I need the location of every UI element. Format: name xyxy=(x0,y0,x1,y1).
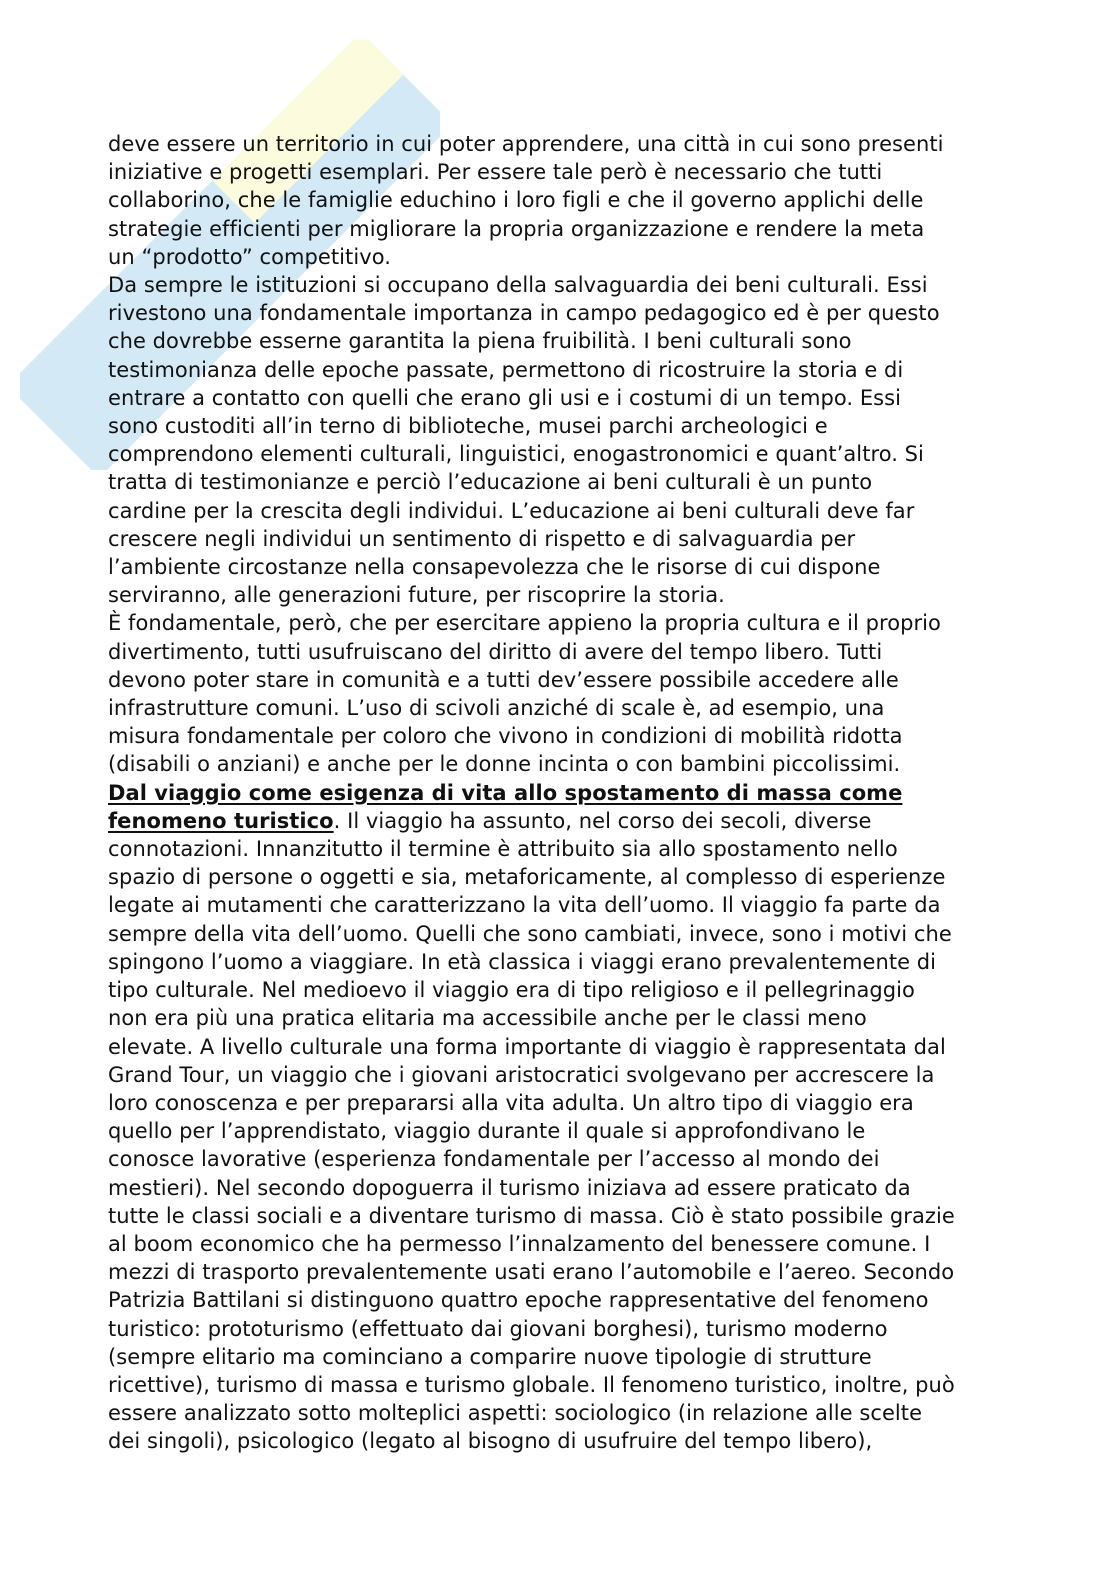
line-text: spingono l’uomo a viaggiare. In età classica i viaggi erano prevalentemente di xyxy=(108,949,937,974)
text-line xyxy=(108,158,1023,186)
text-line xyxy=(108,1286,1023,1314)
text-line xyxy=(108,779,1023,807)
line-text: rivestono una fondamentale importanza in campo pedagogico ed è per questo xyxy=(108,301,940,326)
line-text: (disabili o anziani) e anche per le donne incinta o con bambini piccolissimi. xyxy=(108,752,901,777)
line-text: crescere negli individui un sentimento di rispetto e di salvaguardia per xyxy=(108,526,856,551)
section-heading: Dal viaggio come esigenza di vita allo spostamento di massa come xyxy=(108,780,903,805)
text-line xyxy=(108,440,1023,468)
line-text: legate ai mutamenti che caratterizzano la vita dell’uomo. Il viaggio fa parte da xyxy=(108,893,941,918)
line-text: collaborino, che le famiglie educhino i loro figli e che il governo applichi delle xyxy=(108,188,924,213)
text-line xyxy=(108,863,1023,891)
line-text: ricettive), turismo di massa e turismo globale. Il fenomeno turistico, inoltre, può xyxy=(108,1372,955,1397)
line-text: serviranno, alle generazioni future, per riscoprire la storia. xyxy=(108,583,725,608)
text-line xyxy=(108,638,1023,666)
body-text xyxy=(108,130,1023,1456)
text-line xyxy=(108,976,1023,1004)
text-line xyxy=(108,525,1023,553)
text-line xyxy=(108,186,1023,214)
text-line xyxy=(108,1371,1023,1399)
line-text: essere analizzato sotto molteplici aspetti: sociologico (in relazione alle scelte xyxy=(108,1401,923,1426)
text-line xyxy=(108,468,1023,496)
text-line xyxy=(108,1117,1023,1145)
line-text: elevate. A livello culturale una forma importante di viaggio è rappresentata dal xyxy=(108,1034,946,1059)
text-line xyxy=(108,412,1023,440)
line-text: mestieri). Nel secondo dopoguerra il turismo iniziava ad essere praticato da xyxy=(108,1175,911,1200)
line-text: Da sempre le istituzioni si occupano della salvaguardia dei beni culturali. Essi xyxy=(108,273,928,298)
text-line xyxy=(108,666,1023,694)
line-text: Grand Tour, un viaggio che i giovani aristocratici svolgevano per accrescere la xyxy=(108,1062,935,1087)
text-line xyxy=(108,948,1023,976)
line-text: devono poter stare in comunità e a tutti dev’essere possibile accedere alle xyxy=(108,667,899,692)
text-line xyxy=(108,581,1023,609)
text-line xyxy=(108,553,1023,581)
text-line xyxy=(108,1202,1023,1230)
text-line xyxy=(108,384,1023,412)
text-line xyxy=(108,1033,1023,1061)
text-line xyxy=(108,299,1023,327)
text-line xyxy=(108,356,1023,384)
line-text: sono custoditi all’in terno di biblioteche, musei parchi archeologici e xyxy=(108,414,828,439)
line-text: non era più una pratica elitaria ma accessibile anche per le classi meno xyxy=(108,1006,867,1031)
text-line xyxy=(108,1004,1023,1032)
text-line xyxy=(108,1174,1023,1202)
text-line xyxy=(108,1427,1023,1455)
line-text: (sempre elitario ma cominciano a comparire nuove tipologie di strutture xyxy=(108,1344,872,1369)
line-text: spazio di persone o oggetti e sia, metaforicamente, al complesso di esperienze xyxy=(108,865,946,890)
line-text: l’ambiente circostanze nella consapevolezza che le risorse di cui dispone xyxy=(108,555,881,580)
text-line xyxy=(108,835,1023,863)
text-line xyxy=(108,1343,1023,1371)
line-text: dei singoli), psicologico (legato al bisogno di usufruire del tempo libero), xyxy=(108,1429,873,1454)
line-text: connotazioni. Innanzitutto il termine è attribuito sia allo spostamento nello xyxy=(108,837,898,862)
section-heading: fenomeno turistico xyxy=(108,808,334,833)
line-text: infrastrutture comuni. L’uso di scivoli anziché di scale è, ad esempio, una xyxy=(108,696,885,721)
text-line xyxy=(108,130,1023,158)
line-text: turistico: prototurismo (effettuato dai giovani borghesi), turismo moderno xyxy=(108,1316,888,1341)
line-text: al boom economico che ha permesso l’innalzamento del benessere comune. I xyxy=(108,1231,931,1256)
line-text: comprendono elementi culturali, linguistici, enogastronomici e quant’altro. Si xyxy=(108,442,924,467)
line-text: quello per l’apprendistato, viaggio durante il quale si approfondivano le xyxy=(108,1119,866,1144)
line-text: cardine per la crescita degli individui. L’educazione ai beni culturali deve far xyxy=(108,498,915,523)
text-line xyxy=(108,1315,1023,1343)
text-line xyxy=(108,497,1023,525)
text-line xyxy=(108,609,1023,637)
line-text: deve essere un territorio in cui poter apprendere, una città in cui sono presenti xyxy=(108,132,944,156)
text-line xyxy=(108,1089,1023,1117)
line-text: sempre della vita dell’uomo. Quelli che sono cambiati, invece, sono i motivi che xyxy=(108,921,952,946)
line-text: . Il viaggio ha assunto, nel corso dei secoli, diverse xyxy=(333,808,872,833)
text-line xyxy=(108,215,1023,243)
text-line xyxy=(108,891,1023,919)
text-line xyxy=(108,271,1023,299)
line-text: divertimento, tutti usufruiscano del diritto di avere del tempo libero. Tutti xyxy=(108,639,883,664)
text-line xyxy=(108,327,1023,355)
line-text: loro conoscenza e per prepararsi alla vita adulta. Un altro tipo di viaggio era xyxy=(108,1090,914,1115)
line-text: mezzi di trasporto prevalentemente usati erano l’automobile e l’aereo. Secondo xyxy=(108,1260,955,1285)
text-line xyxy=(108,1258,1023,1286)
line-text: strategie efficienti per migliorare la propria organizzazione e rendere la meta xyxy=(108,216,925,241)
line-text: tutte le classi sociali e a diventare turismo di massa. Ciò è stato possibile grazie xyxy=(108,1203,955,1228)
text-line xyxy=(108,243,1023,271)
line-text: iniziative e progetti esemplari. Per essere tale però è necessario che tutti xyxy=(108,160,883,185)
line-text: entrare a contatto con quelli che erano gli usi e i costumi di un tempo. Essi xyxy=(108,385,902,410)
line-text: tipo culturale. Nel medioevo il viaggio era di tipo religioso e il pellegrinaggio xyxy=(108,978,915,1003)
line-text: testimonianza delle epoche passate, permettono di ricostruire la storia e di xyxy=(108,357,904,382)
text-line xyxy=(108,920,1023,948)
line-text: conosce lavorative (esperienza fondamentale per l’accesso al mondo dei xyxy=(108,1147,880,1172)
text-line xyxy=(108,1061,1023,1089)
text-line xyxy=(108,1145,1023,1173)
line-text: È fondamentale, però, che per esercitare appieno la propria cultura e il proprio xyxy=(108,611,941,636)
line-text: che dovrebbe esserne garantita la piena fruibilità. I beni culturali sono xyxy=(108,329,852,354)
text-line xyxy=(108,1399,1023,1427)
text-line xyxy=(108,750,1023,778)
text-line xyxy=(108,1230,1023,1258)
line-text: un “prodotto” competitivo. xyxy=(108,244,391,269)
line-text: Patrizia Battilani si distinguono quattro epoche rappresentative del fenomeno xyxy=(108,1288,929,1313)
text-line xyxy=(108,807,1023,835)
text-line xyxy=(108,722,1023,750)
text-line xyxy=(108,694,1023,722)
line-text: misura fondamentale per coloro che vivono in condizioni di mobilità ridotta xyxy=(108,724,903,749)
line-text: tratta di testimonianze e perciò l’educazione ai beni culturali è un punto xyxy=(108,470,873,495)
